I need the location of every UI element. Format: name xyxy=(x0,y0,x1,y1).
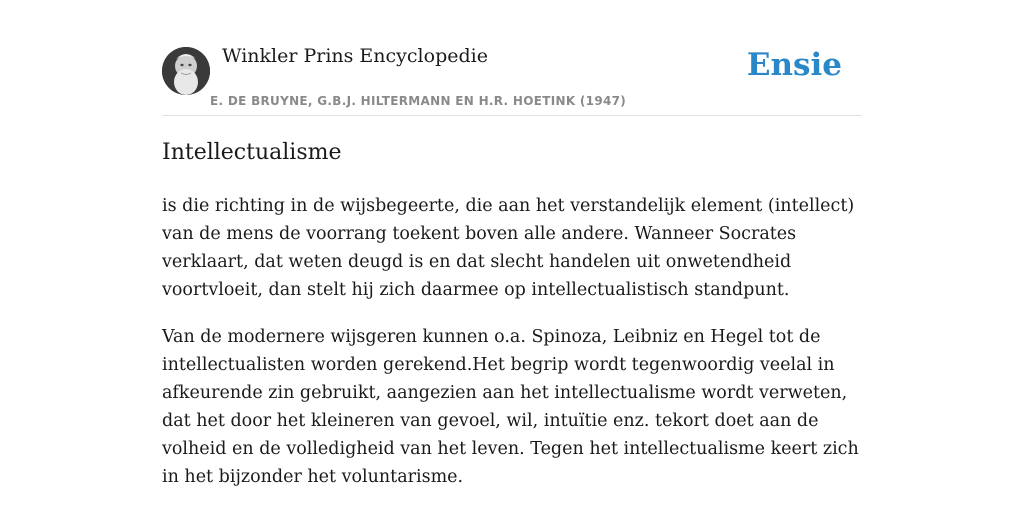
entry-body xyxy=(162,192,862,510)
author-avatar[interactable] xyxy=(162,47,210,95)
brand-logo-link[interactable]: Ensie xyxy=(746,47,842,83)
page xyxy=(162,0,862,487)
portrait-icon xyxy=(162,47,210,95)
entry-title: Intellectualisme xyxy=(162,140,342,165)
header xyxy=(162,0,862,116)
publication-title[interactable]: Winkler Prins Encyclopedie xyxy=(222,45,488,67)
paragraph: Van de modernere wijsgeren kunnen o.a. Spinoza, Leibniz en Hegel tot de intellectualisten worden gerekend.Het begrip wordt tegenwoordig veelal in afkeurende zin gebruikt, aangezien aan het intellectualisme wordt verweten, dat het door het kleineren van gevoel, wil, intuïtie enz. tekort doet aan de volheid en de volledigheid van het leven. Tegen het intellectualisme keert zich in het bijzonder het voluntarisme. xyxy=(162,327,859,487)
paragraph: is die richting in de wijsbegeerte, die aan het verstandelijk element (intellect) van de mens de voorrang toekent boven alle andere. Wanneer Socrates verklaart, dat weten deugd is en dat slecht handelen uit onwetendheid voortvloeit, dan stelt hij zich daarmee op intellectualistisch standpunt. xyxy=(162,196,855,300)
authors-line: E. DE BRUYNE, G.B.J. HILTERMANN EN H.R. HOETINK (1947) xyxy=(210,94,627,108)
